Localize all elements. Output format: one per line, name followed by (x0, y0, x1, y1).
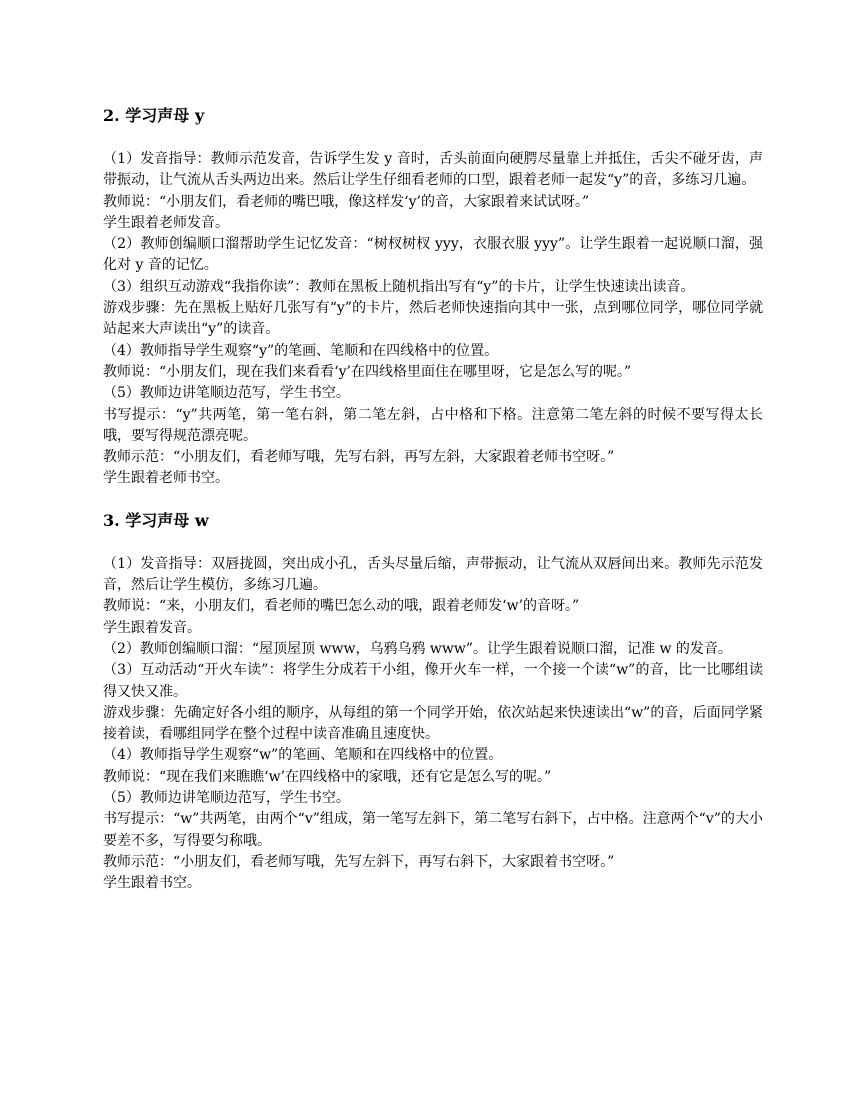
paragraph: （5）教师边讲笔顺边范写，学生书空。 (103, 790, 350, 807)
paragraph: 教师说：“来，小朋友们，看老师的嘴巴怎么动的哦，跟着老师发‘w’的音呀。” (103, 598, 580, 615)
paragraph: 游戏步骤：先在黑板上贴好几张写有“y”的卡片，然后老师快速指向其中一张，点到哪位同学，哪位同学就站起来大声读出“y”的读音。 (103, 300, 763, 338)
paragraph: （1）发音指导：教师示范发音，告诉学生发 y 音时，舌头前面向硬腭尽量靠上并抵住，舌尖不碰牙齿，声带振动，让气流从舌头两边出来。然后让学生仔细看老师的口型，跟着老师一起发“y”的音，多练习几遍。 (103, 151, 763, 189)
paragraph: 教师示范：“小朋友们，看老师写哦，先写右斜，再写左斜，大家跟着老师书空呀。” (103, 449, 615, 466)
paragraph: 教师说：“小朋友们，现在我们来看看‘y’在四线格里面住在哪里呀，它是怎么写的呢。” (103, 363, 632, 380)
section-heading: 2. 学习声母 y (103, 106, 205, 125)
section-body (103, 149, 763, 490)
paragraph: （2）教师创编顺口溜：“屋顶屋顶 www，乌鸦乌鸦 www”。让学生跟着说顺口溜，记准 w 的发音。 (103, 640, 732, 657)
paragraph: 书写提示：“w”共两笔，由两个“v”组成，第一笔写左斜下，第二笔写右斜下，占中格。注意两个“v”的大小要差不多，写得要匀称哦。 (103, 811, 763, 849)
section-body (103, 554, 763, 895)
paragraph: 学生跟着书空。 (103, 875, 201, 892)
section-heading: 3. 学习声母 w (103, 510, 209, 530)
paragraph: 教师说：“小朋友们，看老师的嘴巴哦，像这样发‘y’的音，大家跟着来试试呀。” (103, 193, 590, 210)
paragraph: （3）组织互动游戏“我指你读”：教师在黑板上随机指出写有“y”的卡片，让学生快速读出读音。 (103, 278, 695, 295)
paragraph: （4）教师指导学生观察“y”的笔画、笔顺和在四线格中的位置。 (103, 342, 499, 359)
paragraph: 学生跟着老师发音。 (103, 214, 229, 231)
section-learn-initial-w (103, 509, 763, 895)
paragraph: 教师示范：“小朋友们，看老师写哦，先写左斜下，再写右斜下，大家跟着书空呀。” (103, 853, 615, 870)
paragraph: 教师说：“现在我们来瞧瞧‘w’在四线格中的家哦，还有它是怎么写的呢。” (103, 768, 552, 785)
paragraph: （2）教师创编顺口溜帮助学生记忆发音：“树杈树杈 yyy，衣服衣服 yyy”。让学生跟着一起说顺口溜，强化对 y 音的记忆。 (103, 236, 763, 274)
paragraph: （4）教师指导学生观察“w”的笔画、笔顺和在四线格中的位置。 (103, 747, 503, 764)
paragraph: （1）发音指导：双唇拢圆，突出成小孔，舌头尽量后缩，声带振动，让气流从双唇间出来。教师先示范发音，然后让学生模仿，多练习几遍。 (103, 555, 763, 594)
paragraph: （5）教师边讲笔顺边范写，学生书空。 (103, 385, 350, 402)
paragraph: 学生跟着发音。 (103, 619, 201, 636)
paragraph: 书写提示：“y”共两笔，第一笔右斜，第二笔左斜，占中格和下格。注意第二笔左斜的时候不要写得太长哦，要写得规范漂亮呢。 (103, 406, 763, 444)
paragraph: （3）互动活动“开火车读”：将学生分成若干小组，像开火车一样，一个接一个读“w”的音，比一比哪组读得又快又准。 (103, 662, 763, 700)
paragraph: 游戏步骤：先确定好各小组的顺序，从每组的第一个同学开始，依次站起来快速读出“w”的音，后面同学紧接着读，看哪组同学在整个过程中读音准确且速度快。 (103, 704, 763, 743)
section-learn-initial-y (103, 104, 763, 490)
document-content (103, 104, 763, 895)
paragraph: 学生跟着老师书空。 (103, 470, 229, 487)
